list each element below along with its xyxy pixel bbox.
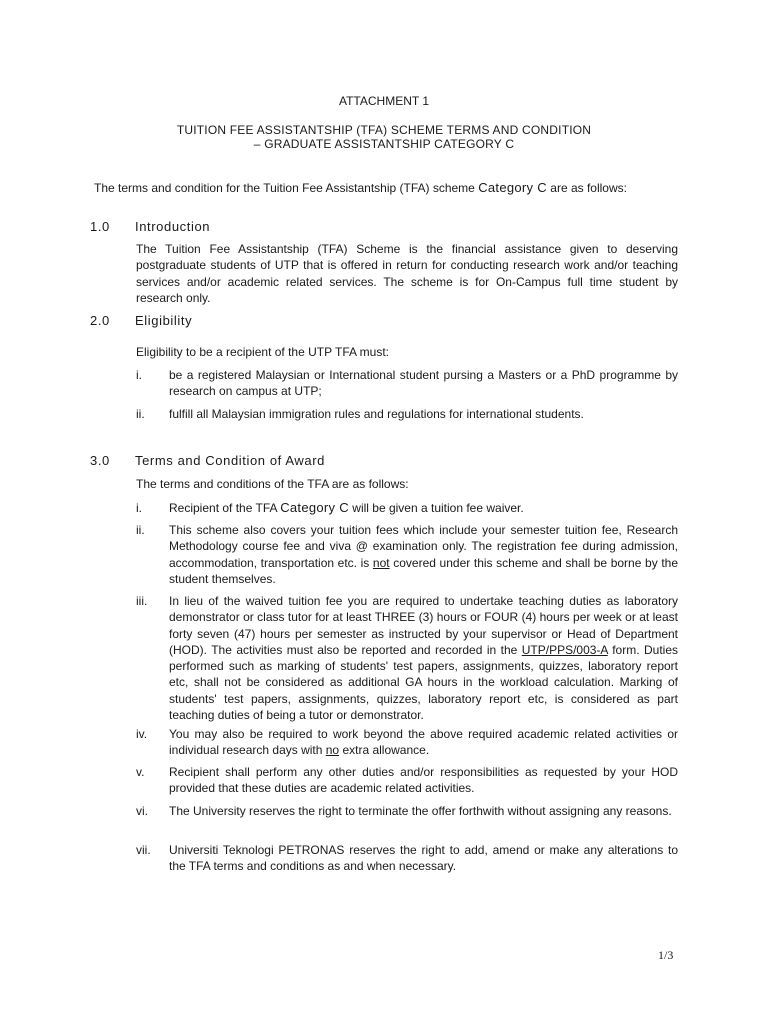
text-run: form. Duties performed such as marking of students' test papers, assignments, quizzes, laboratory report etc, shall not be considered as additional GA hours in the workload calculation. Marking of students' test papers, assignments, quizzes, laboratory report etc, is considered as part teaching duties of being a tutor or demonstrator. <box>169 642 679 723</box>
section-number: 1.0 <box>90 219 110 234</box>
item-number: ii. <box>136 407 145 421</box>
attachment-label: ATTACHMENT 1 <box>338 94 429 108</box>
item-text: The University reserves the right to terminate the offer forthwith without assigning any reasons. <box>169 804 672 818</box>
document-title-line-2: – GRADUATE ASSISTANTSHIP CATEGORY C <box>253 137 515 151</box>
item-text <box>169 522 678 587</box>
item-text <box>169 593 678 723</box>
intro-emphasis: Category C <box>478 180 547 195</box>
text-run: will be given a tuition fee waiver. <box>348 501 524 515</box>
eligibility-lead: Eligibility to be a recipient of the UTP TFA must: <box>136 345 390 359</box>
text-run: In lieu of the waived tuition fee you are required to undertake teaching duties as laboratory demonstrator or class tutor for at least THREE (3) hours or FOUR (4) hours per week or at least forty seven (47) hours per semester as instructed by your supervisor or Head of Department (HOD). The activities must also be reported and recorded in the <box>169 594 678 657</box>
item-text: be a registered Malaysian or International student pursing a Masters or a PhD programme by research on campus at UTP; <box>169 368 678 399</box>
text-emphasis: Category C <box>280 500 349 515</box>
text-run: This scheme also covers your tuition fees which include your semester tuition fee, Research Methodology course fee and viva @ examination only. The registration fee during admission, accommodation, transportation etc. is <box>169 523 678 570</box>
section-heading-introduction <box>90 219 210 235</box>
page-number: 1/3 <box>658 948 674 962</box>
intro-text-after: are as follows: <box>546 181 627 195</box>
intro-text-before: The terms and condition for the Tuition Fee Assistantship (TFA) scheme <box>94 181 479 195</box>
item-number: v. <box>136 765 145 779</box>
section-heading-terms <box>90 453 325 469</box>
item-number: iii. <box>136 594 148 608</box>
section-number: 3.0 <box>90 453 110 468</box>
item-text: Recipient shall perform any other duties and/or responsibilities as requested by your HOD provided that these duties are academic related activities. <box>169 765 678 796</box>
item-number: vii. <box>136 843 151 857</box>
introduction-paragraph: The Tuition Fee Assistantship (TFA) Scheme is the financial assistance given to deserving postgraduate students of UTP that is offered in return for conducting research work and/or teaching services and/or academic related services. The scheme is for On-Campus full time student by research only. <box>136 242 678 305</box>
terms-lead: The terms and conditions of the TFA are as follows: <box>136 477 409 491</box>
text-underline: no <box>325 743 340 758</box>
document-title-line-1: TUITION FEE ASSISTANTSHIP (TFA) SCHEME TERMS AND CONDITION <box>176 123 592 137</box>
item-number: vi. <box>136 804 148 818</box>
section-number: 2.0 <box>90 313 110 328</box>
text-run: Recipient of the TFA <box>169 501 281 515</box>
text-underline: UTP/PPS/003-A <box>521 642 608 657</box>
item-number: i. <box>136 501 142 515</box>
section-title: Eligibility <box>135 313 193 328</box>
item-number: i. <box>136 368 142 382</box>
text-run: extra allowance. <box>339 743 430 758</box>
section-heading-eligibility <box>90 313 192 329</box>
item-text <box>169 726 678 759</box>
text-run: You may also be required to work beyond the above required academic related activities or individual research days with <box>169 727 678 758</box>
item-text: Universiti Teknologi PETRONAS reserves the right to add, amend or make any alterations to the TFA terms and conditions as and when necessary. <box>169 843 678 874</box>
item-number: ii. <box>136 523 145 537</box>
intro-sentence <box>94 180 627 196</box>
section-title: Terms and Condition of Award <box>135 453 325 468</box>
text-underline: not <box>372 555 390 570</box>
item-text: fulfill all Malaysian immigration rules and regulations for international students. <box>169 407 584 421</box>
item-number: iv. <box>136 727 148 741</box>
section-title: Introduction <box>135 219 211 234</box>
text-run: covered under this scheme and shall be borne by the student themselves. <box>169 555 678 586</box>
item-text <box>169 500 678 516</box>
